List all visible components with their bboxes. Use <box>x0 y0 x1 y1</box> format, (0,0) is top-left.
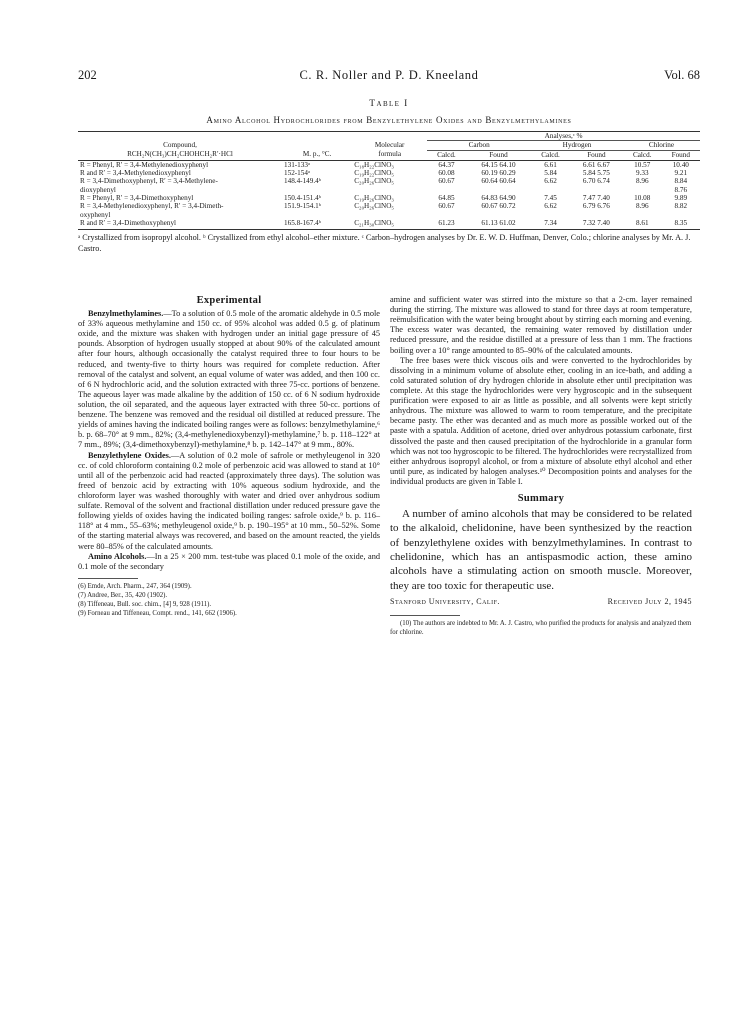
carbon-calcd-cell: 64.37 <box>438 160 455 169</box>
affiliation-line <box>390 597 692 609</box>
volume-number: Vol. 68 <box>664 68 700 82</box>
journal-page <box>78 68 700 637</box>
footnote-9: (9) Forneau and Tiffeneau, Compt. rend., 141, 662 (1906). <box>78 610 237 618</box>
chlorine-calcd-cell: 10.08 <box>634 193 651 202</box>
experimental-heading: Experimental <box>196 295 262 306</box>
carbon-calcd-header: Calcd. <box>427 150 466 160</box>
compound-cell: R = 3,4-Dimethoxyphenyl, R′ = 3,4-Methylene- dioxyphenyl <box>80 177 218 194</box>
carbon-found-cell: 64.83 64.90 <box>481 193 516 202</box>
formula-cell: C₂₁H₃₀ClNO₅ <box>352 219 427 230</box>
chlorine-calcd-header: Calcd. <box>623 150 662 160</box>
paragraph-free-bases: The free bases were thick viscous oils and were converted to the hydrochlorides by dissolving in a minimum volume of absolute ether, cooling in an ice-bath, and adding a cold saturated solution of dry hydrogen chloride in absolute ether until precipitation was complete. At this stage the hydrochlorides were very hygroscopic and in the subsequent purification were exposed to air as little as possible, and all solvents were kept strictly anhydrous. The mixture was allowed to warm to room temperature, and the precipitate became pasty. The ether was decanted and as much more as possible worked out of the paste with a spatula. Addition of acetone, dried over anhydrous potassium carbonate, first dissolved the paste and then caused precipitation of the hydrochloride in a granular form which was not too hygroscopic to be filtered. The hydrochlorides were recrystallized from either anhydrous isopropyl alcohol, or from a mixture of absolute ethyl alcohol and ether until pure, as indicated by halogen analyses.¹⁰ Decomposition points and analyses for the individual products are given in Table I. <box>390 355 692 486</box>
table-row <box>78 169 700 177</box>
hydrogen-found-header: Found <box>570 150 623 160</box>
carbon-calcd-cell: 60.67 <box>438 202 455 211</box>
compound-cell: R and R′ = 3,4-Dimethoxyphenyl <box>78 219 282 230</box>
carbon-found-cell: 64.15 64.10 <box>481 160 516 169</box>
hydrogen-calcd-cell: 6.62 <box>544 202 557 211</box>
carbon-calcd-cell: 60.08 <box>438 169 455 178</box>
chlorine-calcd-cell: 8.96 <box>635 202 649 211</box>
footnote-6: (6) Emde, Arch. Pharm., 247, 364 (1909). <box>78 582 192 590</box>
mp-cell: 151.9-154.1ᵇ <box>284 202 321 211</box>
chlorine-found-cell: 8.35 <box>662 219 700 230</box>
received-date: Received July 2, 1945 <box>607 596 692 606</box>
hydrogen-calcd-header: Calcd. <box>531 150 570 160</box>
hydrogen-found-cell: 6.61 6.67 <box>582 160 610 169</box>
chlorine-calcd-cell: 10.57 <box>634 160 651 169</box>
carbon-calcd-cell: 60.67 <box>438 177 455 186</box>
mp-cell: 152-154ᵃ <box>284 169 310 178</box>
mp-header: M. p., °C. <box>282 150 352 160</box>
mp-cell: 150.4-151.4ᵇ <box>284 193 321 202</box>
running-header <box>78 68 700 86</box>
hydrogen-found-cell: 7.32 7.40 <box>570 219 623 230</box>
compound-header-1: Compound, <box>163 140 197 149</box>
formula-header-1: Molecular <box>374 140 405 149</box>
footnote-rule <box>390 615 460 616</box>
chlorine-found-cell: 8.82 <box>674 202 688 211</box>
table-row <box>78 219 700 230</box>
hydrogen-calcd-cell: 7.45 <box>544 193 557 202</box>
mp-cell: 131-133ᵃ <box>284 160 310 169</box>
chlorine-calcd-cell: 8.61 <box>623 219 662 230</box>
chlorine-calcd-cell: 9.33 <box>635 169 649 178</box>
footnote-7: (7) Andree, Ber., 35, 420 (1902). <box>78 592 168 600</box>
compound-cell: R = Phenyl, R′ = 3,4-Methylenedioxyphenyl <box>80 160 209 169</box>
carbon-found-cell: 60.67 60.72 <box>481 202 516 211</box>
compound-cell: R = 3,4-Methylenedioxyphenyl, R′ = 3,4-Dimeth- oxyphenyl <box>80 202 224 219</box>
table-caption: Amino Alcohol Hydrochlorides from Benzylethylene Oxides and Benzylmethylamines <box>206 115 572 125</box>
formula-cell: C₂₀H₂₆ClNO₅ <box>354 202 394 211</box>
page-number: 202 <box>78 68 97 82</box>
summary-section <box>390 507 692 593</box>
paragraph-benzylethylene-oxides: Benzylethylene Oxides.—A solution of 0.2 mole of safrole or methyleugenol in 320 cc. of cold chloroform containing 0.2 mole of perbenzoic acid was allowed to stand at 10° until all of the perbenzoic acid had reacted (approximately three days). The solution was freed of benzoic acid by extracting with 10% aqueous sodium hydroxide, and the chloroform layer was washed thoroughly with water and dried over anhydrous sodium sulfate. Removal of the solvent and fractional distillation under reduced pressure gave the following yields of oxides having the indicated boiling ranges: safrole oxide,⁹ b. p. 116–118° at 4 mm., 55–63%; methyleugenol oxide,⁹ b. p. 190–195° at 10 mm., 50–52%. Some of the starting material always was recovered, and based on the amount reacted, the yields were 80–85% of the calculated amounts. <box>78 450 380 551</box>
table-row <box>78 160 700 169</box>
affiliation: Stanford University, Calif. <box>390 596 500 606</box>
carbon-header: Carbon <box>427 141 531 150</box>
right-column <box>390 295 692 637</box>
formula-cell: C₂₀H₂₆ClNO₅ <box>354 177 394 186</box>
hydrogen-found-cell: 5.84 5.75 <box>582 169 610 178</box>
summary-text: A number of amino alcohols that may be considered to be related to the alkaloid, chelidonine, have been synthesized by the reaction of benzylethylene oxides with benzylmethylamines. In contrast to chelidonine, which has an antispasmodic action, these amino alcohols have a stimulating action on smooth muscle. Moreover, they are too toxic for therapeutic use. <box>390 508 692 592</box>
analyses-header: Analyses,ᶜ % <box>427 132 700 141</box>
paragraph-continued: amine and sufficient water was stirred into the mixture so that a 2-cm. layer remained during the stirring. The mixture was allowed to stand for three days at room temperature, reëmulsification with the water being brought about by stirring each morning and evening. The excess water was decanted, the remaining water removed by distillation under reduced pressure, and the residue distilled at a pressure of less than 1 mm. The fractions boiling over a 10° range amounted to 85–90% of the calculated amounts. <box>390 295 692 355</box>
paragraph-benzylmethylamines: Benzylmethylamines.—To a solution of 0.5 mole of the aromatic aldehyde in 0.5 mole of 33% aqueous methylamine and 150 cc. of 95% alcohol was added 0.5 g. of platinum oxide, and the mixture was shaken with hydrogen under an initial gage pressure of 45 pounds. Absorption of hydrogen usually stopped at about 90% of the calculated amount after four hours, although occasionally the catalyst required three to four hours to be reduced, and twenty-five to thirty hours was required for complete reduction. After removal of the catalyst and solvent, an equal volume of water was added, and then 100 cc. of 6 N hydrochloric acid, and the solution extracted with three 75-cc. portions of benzene. The aqueous layer was made alkaline by the addition of 150 cc. of 6 N sodium hydroxide solution, the oil separated, and the aqueous layer extracted with three 50-cc. portions of benzene. The benzene was removed and the residual oil distilled at reduced pressure. The yields of amines having the indicated boiling ranges were as follows: benzylmethylamine,⁶ b. p. 68–70° at 9 mm., 82%; (3,4-methylenedioxybenzyl)-methylamine,⁷ b. p. 118–122° at 7 mm., 89%; (3,4-dimethoxybenzyl)-methylamine,⁸ b. p. 142–147° at 9 mm., 80%. <box>78 309 380 450</box>
table-row <box>78 194 700 202</box>
carbon-calcd-cell: 61.23 <box>427 219 466 230</box>
chlorine-header: Chlorine <box>623 141 700 150</box>
carbon-found-cell: 60.19 60.29 <box>481 169 516 178</box>
chlorine-found-cell: 8.84 8.76 <box>674 177 688 194</box>
footnote-8: (8) Tiffeneau, Bull. soc. chim., [4] 9, 928 (1911). <box>78 601 212 609</box>
table-label: Table I <box>369 99 409 109</box>
table-row <box>78 177 700 194</box>
formula-cell: C₁₈H₂₂ClNO₃ <box>354 160 394 169</box>
chlorine-found-cell: 9.89 <box>674 193 688 202</box>
chlorine-found-header: Found <box>662 150 700 160</box>
compound-cell: R and R′ = 3,4-Methylenedioxyphenyl <box>80 169 191 178</box>
compound-header-2: RCH₂N(CH₃)CH₂CHOHCH₂R′·HCl <box>78 150 282 160</box>
hydrogen-header: Hydrogen <box>531 141 623 150</box>
chlorine-found-cell: 9.21 <box>674 169 688 178</box>
left-column <box>78 295 380 619</box>
mp-cell: 165.8-167.4ᵇ <box>282 219 352 230</box>
footnote-10: (10) The authors are indebted to Mr. A. J. Castro, who purified the products for analysis and analyzed them for chlorine. <box>390 619 692 637</box>
hydrogen-calcd-cell: 7.34 <box>531 219 570 230</box>
compound-cell: R = Phenyl, R′ = 3,4-Dimethoxyphenyl <box>80 193 194 202</box>
chlorine-found-cell: 10.40 <box>672 160 689 169</box>
hydrogen-found-cell: 6.70 6.74 <box>582 177 610 186</box>
running-title: C. R. Noller and P. D. Kneeland <box>299 68 479 82</box>
formula-cell: C₁₉H₂₆ClNO₃ <box>354 193 394 202</box>
carbon-found-header: Found <box>466 150 531 160</box>
carbon-calcd-cell: 64.85 <box>438 193 455 202</box>
footnote-rule <box>78 578 138 579</box>
formula-header-2: formula <box>352 150 427 160</box>
paragraph-amino-alcohols: Amino Alcohols.—In a 25 × 200 mm. test-tube was placed 0.1 mole of the oxide, and 0.1 mole of the secondary <box>78 551 380 571</box>
table-row <box>78 202 700 219</box>
mp-cell: 148.4-149.4ᵇ <box>284 177 321 186</box>
hydrogen-calcd-cell: 6.61 <box>544 160 557 169</box>
hydrogen-calcd-cell: 6.62 <box>544 177 557 186</box>
hydrogen-found-cell: 6.79 6.76 <box>582 202 610 211</box>
carbon-found-cell: 61.13 61.02 <box>466 219 531 230</box>
hydrogen-found-cell: 7.47 7.40 <box>582 193 610 202</box>
formula-cell: C₁₉H₂₂ClNO₅ <box>354 169 394 178</box>
hydrogen-calcd-cell: 5.84 <box>544 169 557 178</box>
analysis-table <box>78 131 700 230</box>
summary-heading: Summary <box>517 493 565 505</box>
chlorine-calcd-cell: 8.96 <box>635 177 649 186</box>
carbon-found-cell: 60.64 60.64 <box>481 177 516 186</box>
table-footnote: ᵃ Crystallized from isopropyl alcohol. ᵇ Crystallized from ethyl alcohol–ether mixture. ᶜ Carbon–hydrogen analyses by Dr. E. W. D. Huffman, Denver, Colo.; chlorine analyses by Mr. A. J. Castro. <box>78 233 691 253</box>
